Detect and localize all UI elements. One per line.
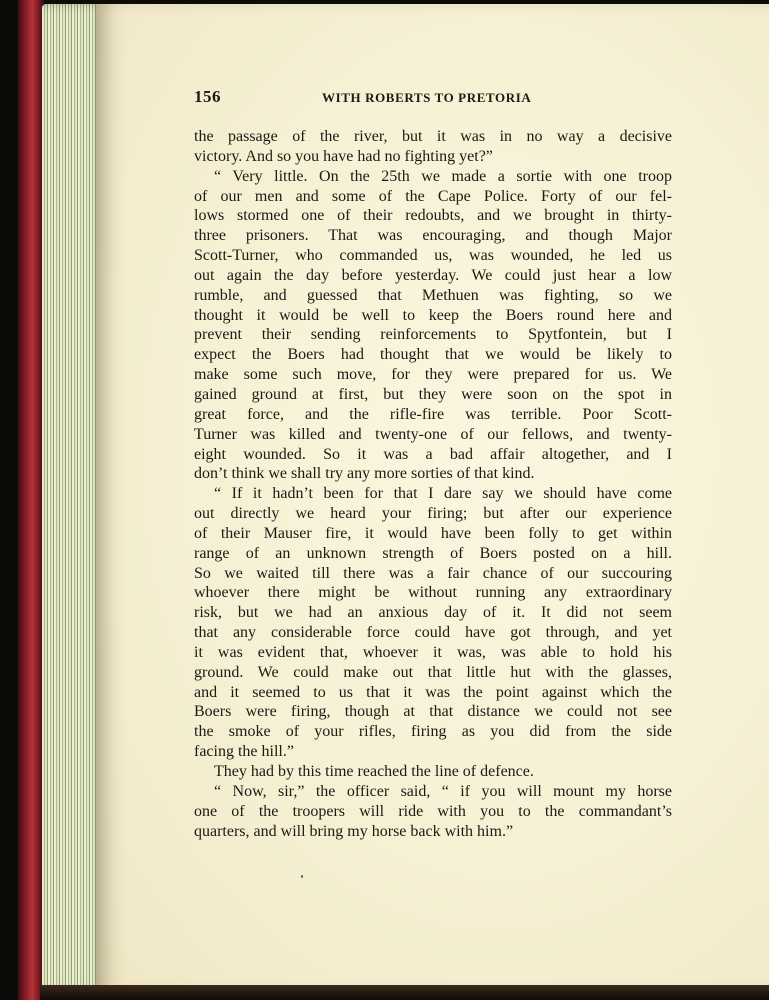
- running-head: [194, 87, 672, 109]
- text-line: out directly we heard your firing; but after our experience: [194, 505, 672, 523]
- red-book-binding: [18, 0, 44, 1000]
- text-line: of our men and some of the Cape Police. Forty of our fel-: [194, 187, 672, 205]
- text-line: “ Very little. On the 25th we made a sortie with one troop: [214, 167, 672, 185]
- text-line: one of the troopers will ride with you to the commandant’s: [194, 802, 672, 820]
- text-line: Scott-Turner, who commanded us, was wounded, he led us: [194, 247, 672, 265]
- text-line: risk, but we had an anxious day of it. It did not seem: [194, 604, 672, 622]
- text-line: don’t think we shall try any more sorties of that kind.: [194, 465, 535, 483]
- text-line: eight wounded. So it was a bad affair altogether, and I: [194, 445, 672, 463]
- text-line: and it seemed to us that it was the point against which the: [194, 683, 672, 701]
- text-line: three prisoners. That was encouraging, and though Major: [194, 227, 672, 245]
- body-text: [194, 127, 672, 841]
- text-line: “ If it hadn’t been for that I dare say we should have come: [214, 485, 672, 503]
- text-line: make some such move, for they were prepared for us. We: [194, 366, 672, 384]
- text-line: thought it would be well to keep the Boers round here and: [194, 306, 672, 324]
- text-line: it was evident that, whoever it was, was able to hold his: [194, 643, 672, 661]
- text-line: quarters, and will bring my horse back with him.”: [194, 822, 514, 840]
- text-line: that any considerable force could have got through, and yet: [194, 624, 672, 642]
- text-line: whoever there might be without running any extraordinary: [194, 584, 672, 602]
- text-line: ground. We could make out that little hut with the glasses,: [194, 663, 672, 681]
- running-title: WITH ROBERTS TO PRETORIA: [322, 90, 532, 105]
- text-line: gained ground at first, but they were soon on the spot in: [194, 385, 672, 403]
- text-line: the passage of the river, but it was in no way a decisive: [194, 128, 672, 145]
- text-line: Boers were firing, though at that distance we could not see: [194, 703, 672, 721]
- text-line: lows stormed one of their redoubts, and we brought in thirty-: [194, 207, 672, 225]
- text-line: of their Mauser fire, it would have been folly to get within: [194, 524, 672, 542]
- text-line: rumble, and guessed that Methuen was fighting, so we: [194, 286, 672, 304]
- text-line: victory. And so you have had no fighting yet?”: [194, 147, 493, 165]
- text-line: out again the day before yesterday. We could just hear a low: [194, 266, 672, 284]
- text-line: prevent their sending reinforcements to Spytfontein, but I: [194, 326, 672, 344]
- bottom-shadow: [40, 985, 769, 1000]
- text-line: the smoke of your rifles, firing as you did from the side: [194, 723, 672, 741]
- text-line: facing the hill.”: [194, 743, 294, 761]
- text-line: “ Now, sir,” the officer said, “ if you will mount my horse: [214, 782, 672, 800]
- text-line: So we waited till there was a fair chance of our succouring: [194, 564, 672, 582]
- text-line: range of an unknown strength of Boers posted on a hill.: [194, 544, 672, 562]
- text-line: expect the Boers had thought that we would be likely to: [194, 346, 672, 364]
- page-number: 156: [194, 87, 221, 106]
- text-line: great force, and the rifle-fire was terrible. Poor Scott-: [194, 405, 672, 423]
- paper-speck: [301, 875, 303, 878]
- text-line: They had by this time reached the line of defence.: [214, 763, 534, 780]
- text-line: Turner was killed and twenty-one of our fellows, and twenty-: [194, 425, 672, 443]
